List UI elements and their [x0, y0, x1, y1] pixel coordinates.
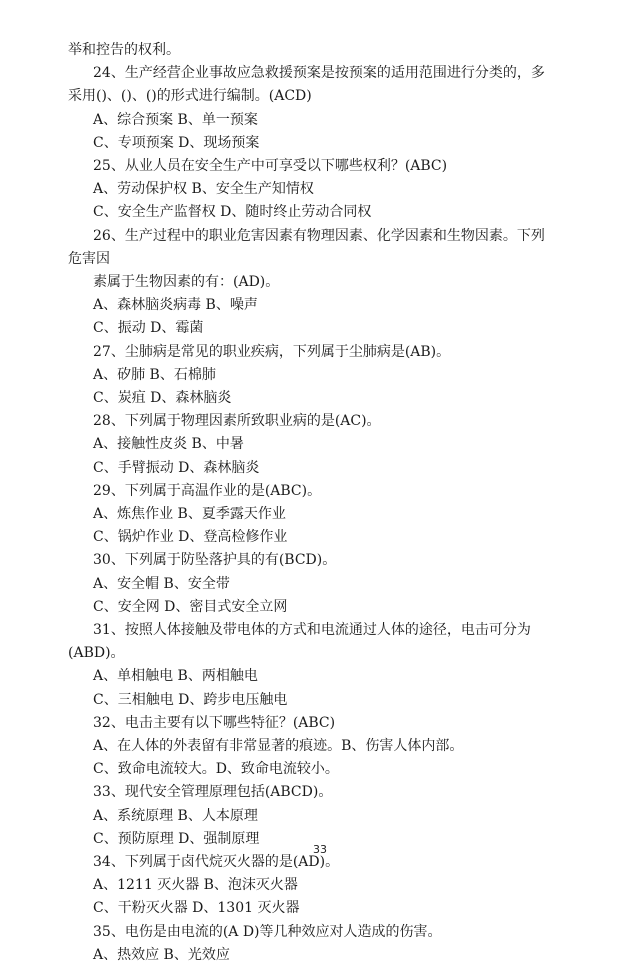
text-line: A、综合预案 B、单一预案: [93, 112, 258, 128]
text-line: C、振动 D、霉菌: [93, 320, 204, 336]
text-line: A、1211 灭火器 B、泡沫灭火器: [93, 877, 298, 893]
text-line: (ABD)。: [68, 645, 125, 661]
text-line: A、接触性皮炎 B、中暑: [93, 436, 244, 452]
text-line: 25、从业人员在安全生产中可享受以下哪些权利？(ABC): [93, 158, 448, 174]
text-line: 29、下列属于高温作业的是(ABC)。: [93, 483, 322, 499]
text-line: C、专项预案 D、现场预案: [93, 135, 260, 151]
text-line: C、干粉灭火器 D、1301 灭火器: [93, 900, 300, 916]
text-line: C、锅炉作业 D、登高检修作业: [93, 529, 288, 545]
text-line: C、炭疽 D、森林脑炎: [93, 390, 232, 406]
text-line: 30、下列属于防坠落护具的有(BCD)。: [93, 552, 337, 568]
text-line: 27、尘肺病是常见的职业疾病，下列属于尘肺病是(AB)。: [93, 344, 451, 360]
text-line: A、热效应 B、光效应: [93, 947, 230, 963]
text-line: C、手臂振动 D、森林脑炎: [93, 460, 260, 476]
text-line: A、矽肺 B、石棉肺: [93, 367, 216, 383]
text-line: A、炼焦作业 B、夏季露天作业: [93, 506, 286, 522]
text-line: A、在人体的外表留有非常显著的痕迹。B、伤害人体内部。: [93, 738, 464, 754]
text-line: 28、下列属于物理因素所致职业病的是(AC)。: [93, 413, 381, 429]
text-line: 33、现代安全管理原理包括(ABCD)。: [93, 784, 333, 800]
text-line: 采用()、()、()的形式进行编制。(ACD): [68, 88, 312, 104]
text-line: C、三相触电 D、跨步电压触电: [93, 692, 288, 708]
text-line: A、森林脑炎病毒 B、噪声: [93, 297, 258, 313]
text-line: C、安全生产监督权 D、随时终止劳动合同权: [93, 204, 372, 220]
text-line: 危害因: [68, 251, 110, 267]
text-line: 31、按照人体接触及带电体的方式和电流通过人体的途径，电击可分为: [93, 622, 531, 638]
text-line: 26、生产过程中的职业危害因素有物理因素、化学因素和生物因素。下列: [93, 228, 545, 244]
text-line: A、劳动保护权 B、安全生产知情权: [93, 181, 314, 197]
text-line: C、致命电流较大。D、致命电流较小。: [93, 761, 339, 777]
text-line: C、预防原理 D、强制原理: [93, 831, 260, 847]
text-line: A、系统原理 B、人本原理: [93, 808, 258, 824]
text-line: A、安全帽 B、安全带: [93, 576, 230, 592]
text-line: 举和控告的权利。: [68, 42, 180, 58]
text-line: 35、电伤是由电流的(A D)等几种效应对人造成的伤害。: [93, 924, 442, 940]
text-line: 34、下列属于卤代烷灭火器的是(AD)。: [93, 854, 340, 870]
page-number: 33: [313, 843, 327, 856]
text-line: C、安全网 D、密目式安全立网: [93, 599, 288, 615]
text-line: A、单相触电 B、两相触电: [93, 668, 258, 684]
text-line: 32、电击主要有以下哪些特征？(ABC): [93, 715, 336, 731]
text-line: 24、生产经营企业事故应急救援预案是按预案的适用范围进行分类的，多: [93, 65, 545, 81]
text-line: 素属于生物因素的有：(AD)。: [93, 274, 280, 290]
